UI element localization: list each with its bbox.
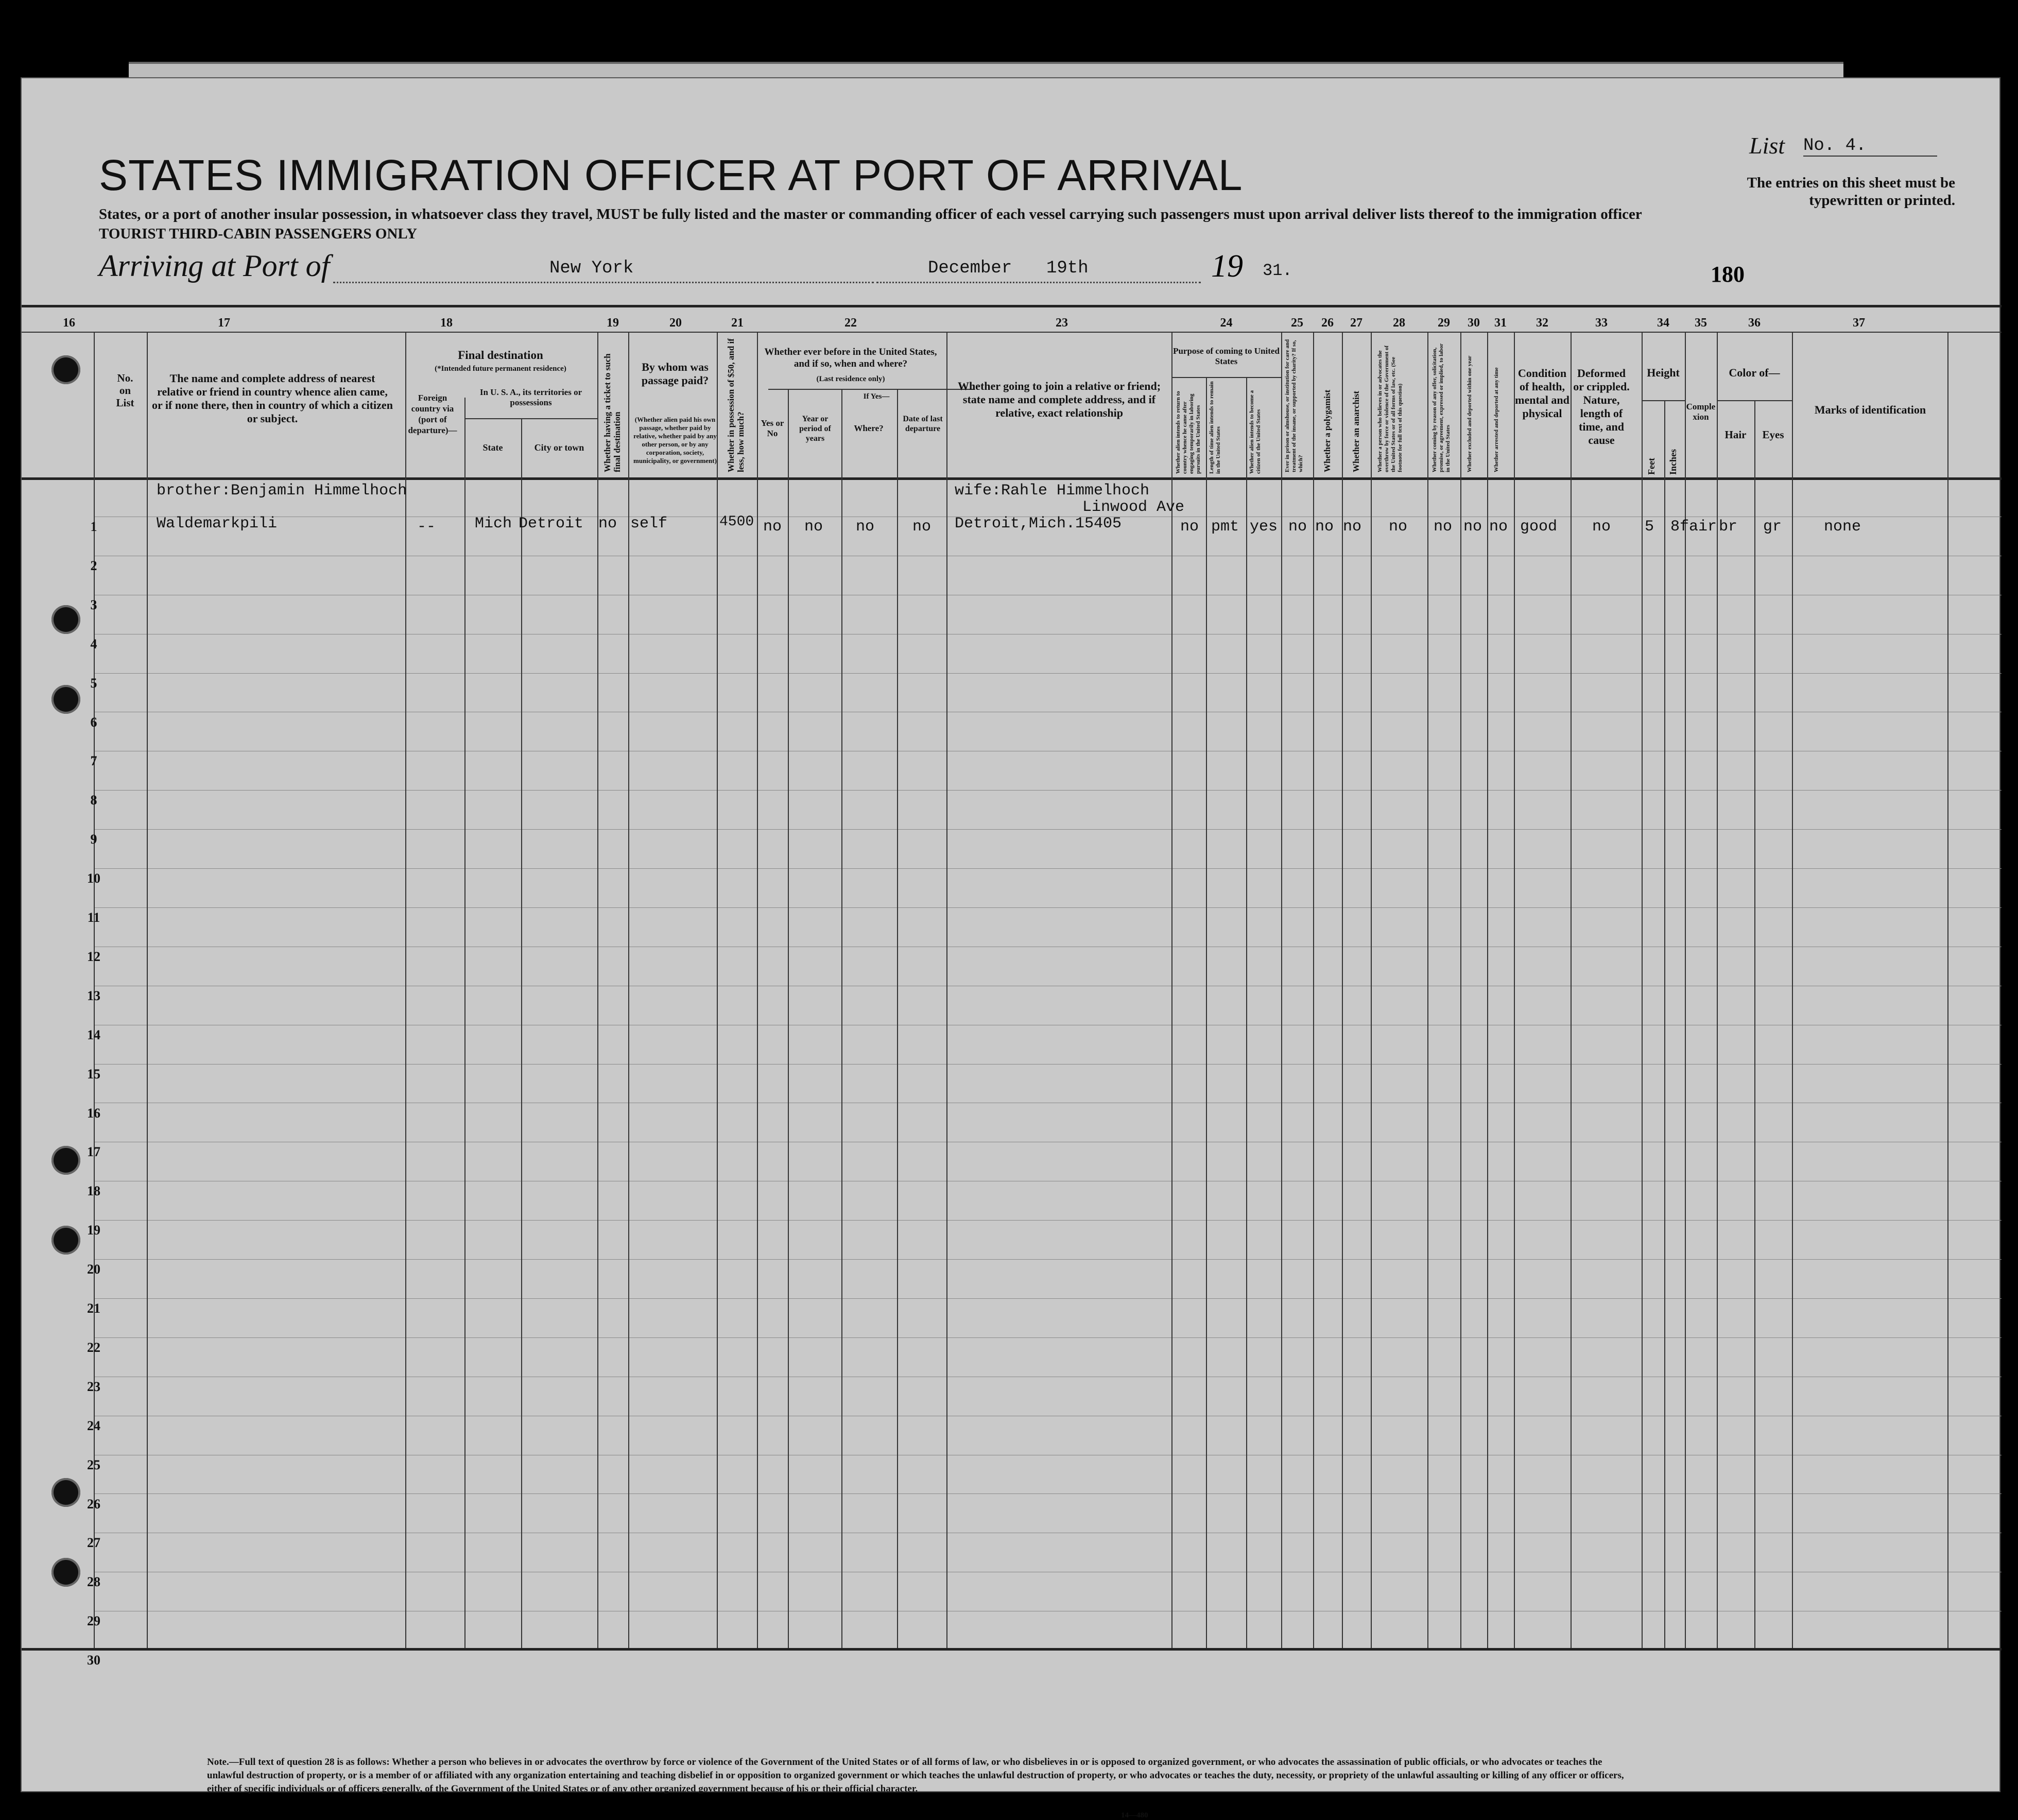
binder-hole [51,1558,80,1587]
c34-rule [1642,400,1685,401]
row-rule [94,1259,2002,1260]
table-bottom-rule [22,1648,2002,1651]
column-rule [521,418,522,1648]
binder-hole [51,685,80,714]
colnum-31: 31 [1494,316,1507,330]
row-number: 12 [87,949,100,964]
header-relative: The name and complete address of nearest relative or friend in country whence alien came, or if none there, then in country of which a citizen or subject. [152,372,393,425]
header-marks: Marks of identification [1814,403,1926,416]
column-rule [147,332,148,1648]
header-money: Whether in possession of $50, and if less, how much? [726,338,746,472]
cell-relative-line1: brother:Benjamin Himmelhoch [157,482,407,500]
row-number: 2 [90,558,97,573]
row-number: 13 [87,988,100,1003]
colnum-35: 35 [1695,316,1707,330]
header-complexion: Complexion [1686,402,1716,422]
header-return-intent: Whether alien intends to return to country whence he came after engaging temporarily in laboring pursuits in the United States [1175,391,1201,474]
header-q28: Whether a person who believes in or advocates the overthrow by force or violence of the Government of the United States or of all forms of law, etc. (See footnote for full text of this question) [1377,345,1403,472]
header-where: Where? [854,423,884,433]
cell-ticket: no [598,515,617,533]
row-number: 4 [90,636,97,651]
header-paid-by: By whom was passage paid? [641,360,709,387]
header-ticket: Whether having a ticket to such final destination [602,353,622,472]
colnum-26: 26 [1321,316,1334,330]
row-number: 18 [87,1183,100,1199]
colnum-24: 24 [1220,316,1233,330]
column-rule [897,389,898,1648]
colnum-20: 20 [669,316,682,330]
row-number: 7 [90,753,97,769]
column-rule [1171,332,1172,1648]
header-prison: Ever in prison or almshouse, or institution for care and treatment of the insane, or supported by charity? If so, which? [1284,339,1304,472]
column-rule [717,332,718,1648]
year-suffix: 31. [1263,261,1292,280]
header-citizen: Whether alien intends to become a citizen of the United States [1249,390,1262,474]
colnum-19: 19 [607,316,619,330]
colnum-17: 17 [218,316,230,330]
cell-prison: no [1288,518,1307,536]
row-number: 25 [87,1457,100,1472]
list-label: List [1749,132,1785,159]
colnum-23: 23 [1056,316,1068,330]
column-rule [1427,332,1428,1648]
row-rule [94,829,2002,830]
cell-marks: none [1824,518,1861,536]
header-feet: Feet [1646,458,1657,475]
cell-money: 4500 [719,514,754,530]
column-rule [1281,332,1282,1648]
row-rule [94,1337,2002,1338]
row-rule [94,868,2002,869]
cell-anarchist: no [1343,518,1362,536]
header-state: State [482,442,503,453]
cell-date-departure: no [912,518,932,536]
colnum-36: 36 [1748,316,1761,330]
cell-q29: no [1434,518,1453,536]
list-number: No. 4. [1803,136,1937,157]
colnum-28: 28 [1393,316,1405,330]
row-number: 6 [90,714,97,730]
cell-paid-by: self [630,515,668,533]
column-rule [1717,332,1718,1648]
column-rule [1664,400,1665,1648]
row-number: 20 [87,1262,100,1277]
header-q30: Whether excluded and deported within one year [1467,355,1473,472]
column-rule [757,332,758,1648]
colnum-25: 25 [1291,316,1303,330]
colnum-30: 30 [1468,316,1480,330]
footnote: Note.—Full text of question 28 is as follows: Whether a person who believes in or advocates the overthrow by force or violence of the Government of the United States or of all forms of law, or who disbelieves in or is opposed to organized government, or who advocates the assassination of public officials, or who advocates or teaches the unlawful destruction of property, or is a member of or affiliated with any organization entertaining and teaching disbelief in or opposition to organized government or which teaches the unlawful destruction of property, or who advocates or teaches the duty, necessity, or propriety of the unlawful assaulting or killing of any officer or officers, either of specific individuals or of officers generally, of the Government of the United States or of any other organized government because of his or their official character. [207,1757,1624,1794]
column-rule [841,389,842,1648]
column-rule [464,398,465,1648]
row-number: 21 [87,1301,100,1316]
row-rule [94,1298,2002,1299]
header-bottom-rule [22,477,2002,480]
row-rule [94,907,2002,908]
c24-rule [1171,377,1281,378]
row-number: 11 [87,910,100,925]
row-rule [94,790,2002,791]
header-date-departure: Date of last departure [903,415,943,433]
header-final-destination: Final destination [458,349,543,362]
cell-where: no [856,518,875,536]
column-rule [1246,377,1247,1648]
cell-health: good [1520,518,1558,536]
row-number: 30 [87,1653,100,1668]
cell-state: Mich [475,515,512,533]
header-yes-no: Yes or No [761,418,784,438]
row-number: 19 [87,1223,100,1238]
row-rule [94,1220,2002,1221]
cell-q30: no [1463,518,1482,536]
row-number: 22 [87,1340,100,1355]
arriving-label: Arriving at Port of [99,249,330,283]
manifest-sheet [21,77,2000,1819]
row-number: 16 [87,1105,100,1121]
header-inches: Inches [1668,449,1678,475]
cell-q31: no [1489,518,1508,536]
row-number: 27 [87,1535,100,1551]
header-q29: Whether coming by reason of any offer, solicitation, promise, or agreement, expressed or implied, to labor in the United States [1431,344,1451,472]
binder-hole [51,1146,80,1175]
colnum-33: 33 [1595,316,1608,330]
cell-q28: no [1389,518,1408,536]
column-rule [1947,332,1948,1648]
header-health: Condition of health, mental and physical [1515,367,1569,420]
row-number: 24 [87,1418,100,1433]
header-paid-by-sub: (Whether alien paid his own passage, whether paid by relative, whether paid by any other person, or by any corporation, society, municipality, or government) [633,416,717,465]
header-final-destination-sub: (*Intended future permanent residence) [435,365,566,373]
header-length-stay: Length of time alien intends to remain in the United States [1209,381,1221,474]
row-rule [94,673,2002,674]
column-rule [628,332,629,1648]
table-top-rule [22,305,2002,307]
header-no-on-list: No. on List [116,372,134,409]
header-height: Height [1647,366,1680,379]
column-rule [1371,332,1372,1648]
colnum-22: 22 [844,316,857,330]
row-number: 29 [87,1613,100,1629]
date-line [876,282,1201,283]
cell-relative-line2: Waldemarkpili [157,515,278,533]
page-number: 180 [1711,262,1745,287]
row-number: 15 [87,1066,100,1081]
column-rule [1206,377,1207,1648]
cell-feet: 5 [1645,518,1654,536]
year-prefix: 19 [1211,249,1243,284]
cell-join-line3: Detroit,Mich.15405 [955,515,1122,533]
colnum-18: 18 [440,316,453,330]
binder-hole [51,605,80,634]
header-hair: Hair [1724,428,1747,441]
cell-polygamist: no [1315,518,1334,536]
row-number: 23 [87,1379,100,1394]
binder-hole [51,1226,80,1255]
page-title: STATES IMMIGRATION OFFICER AT PORT OF ARRIVAL [99,151,1243,199]
cell-eyes: gr [1763,518,1782,536]
row-number: 3 [90,597,97,612]
colnum-34: 34 [1657,316,1669,330]
colnum-16: 16 [63,316,75,330]
cell-complexion: fair [1680,518,1717,536]
cell-hair: br [1719,518,1738,536]
cell-deformed: no [1592,518,1611,536]
row-number: 26 [87,1496,100,1512]
row-number: 17 [87,1144,100,1160]
cell-foreign-via: -- [417,518,436,536]
cell-citizen: yes [1250,518,1278,536]
c18-usa-rule [464,418,597,419]
header-q31: Whether arrested and deported at any time [1493,367,1499,472]
cell-inches: 8 [1670,518,1680,536]
row-number: 28 [87,1574,100,1590]
binder-hole [51,355,80,384]
header-polygamist: Whether a polygamist [1322,389,1332,472]
row-number: 5 [90,675,97,691]
month-value: December [928,259,1012,278]
instruction-line: States, or a port of another insular possession, in whatsoever class they travel, MUST be fully listed and the master or commanding officer of each vessel carrying such passengers must upon arrival deliver lists thereof to the immigration officer [99,206,1642,222]
header-anarchist: Whether an anarchist [1351,390,1361,472]
cell-join-line1: wife:Rahle Himmelhoch [955,482,1150,500]
column-rule [1642,332,1643,1648]
binder-hole [51,1478,80,1507]
port-line [333,282,874,283]
header-ever-before: Whether ever before in the United States, and if so, when and where? [764,347,937,369]
colnum-32: 32 [1536,316,1548,330]
colnum-21: 21 [731,316,744,330]
colnum-37: 37 [1853,316,1865,330]
column-rule [405,332,406,1648]
port-value: New York [549,259,634,278]
header-color-of: Color of— [1729,366,1780,379]
colnum-27: 27 [1350,316,1362,330]
header-if-yes: If Yes— [863,392,890,401]
column-number-rule [22,332,2002,333]
row-rule [94,1493,2002,1494]
form-number: 14—480 [1121,1811,1148,1819]
header-usa: In U. S. A., its territories or possessions [479,387,582,407]
column-rule [1754,400,1755,1648]
c22-ifyes-rule [768,389,974,390]
header-year: Year or period of years [799,415,831,443]
row-number: 10 [87,871,100,886]
column-rule [1313,332,1314,1648]
column-rule [1792,332,1793,1648]
column-rule [1514,332,1515,1648]
header-join-relative: Whether going to join a relative or friend; state name and complete address, and if relative, exact relationship [957,380,1161,419]
cell-city: Detroit [519,515,584,533]
column-rule [1571,332,1572,1648]
row-number: 1 [90,519,97,534]
header-ever-before-sub: (Last residence only) [816,375,885,383]
row-number: 14 [87,1027,100,1042]
class-line: TOURIST THIRD-CABIN PASSENGERS ONLY [99,226,418,242]
column-rule [946,332,947,1648]
day-value: 19th [1046,259,1089,278]
header-city: City or town [534,442,584,453]
cell-join-line2: Linwood Ave [1082,499,1185,516]
header-purpose: Purpose of coming to United States [1173,346,1280,366]
header-deformed: Deformed or crippled. Nature, length of time, and cause [1573,367,1630,447]
cell-return-intent: no [1180,518,1199,536]
typewritten-note: The entries on this sheet must be typewritten or printed. [1747,175,1955,209]
column-rule [1487,332,1488,1648]
cell-length-stay: pmt [1211,518,1239,536]
column-rule [788,389,789,1648]
row-number: 9 [90,832,97,847]
header-eyes: Eyes [1762,428,1784,441]
cell-years: no [804,518,823,536]
colnum-29: 29 [1438,316,1450,330]
header-foreign-via: Foreign country via (port of departure)— [408,393,457,435]
cell-ever-before: no [763,518,782,536]
column-rule [1460,332,1461,1648]
row-number: 8 [90,793,97,808]
